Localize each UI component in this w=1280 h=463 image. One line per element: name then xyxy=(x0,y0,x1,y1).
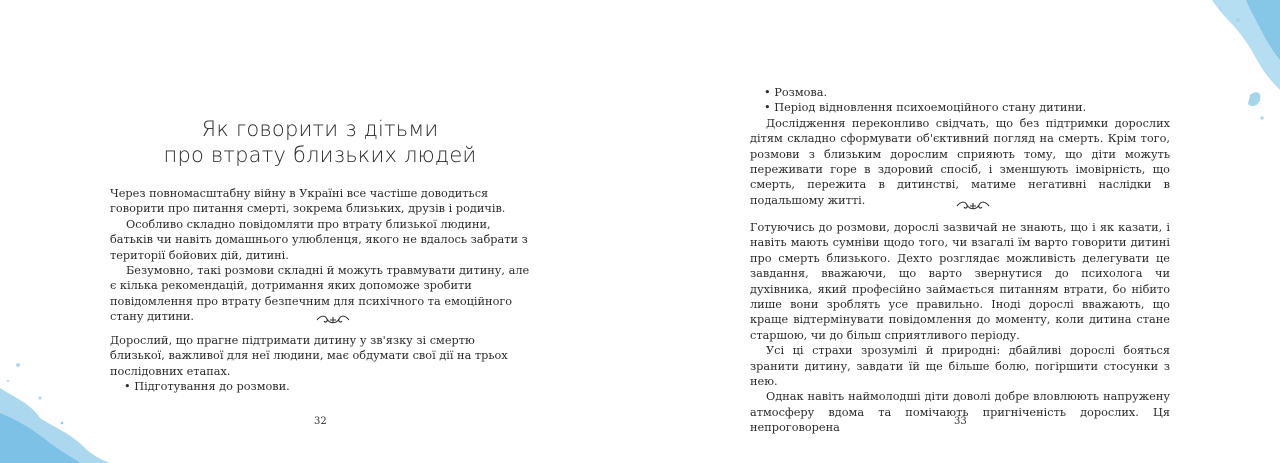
ornament-divider-icon xyxy=(313,313,353,327)
paragraph: Безумовно, такі розмови складні й можуть травмувати дитину, але є кілька рекомендацій, дотримання яких допоможе зробити повідомлення про втрату безпечним для психічного та емоційного стану дитини. xyxy=(110,264,530,324)
ornament-divider-icon xyxy=(953,199,993,213)
title-line-2: про втрату близьких людей xyxy=(163,143,477,167)
paragraph: Усі ці страхи зрозумілі й природні: дбайливі дорослі бояться зранити дитину, завдати їй ще більше болю, погіршити стосунки з нею. xyxy=(750,344,1170,389)
paragraph: Через повномасштабну війну в Україні все частіше доводиться говорити про питання смерті, зокрема близьких, друзів і родичів. xyxy=(110,187,506,216)
paragraph: Особливо складно повідомляти про втрату близької людини, батьків чи навіть домашнього улюбленця, якого не вдалось забрати з території бойових дій, дитині. xyxy=(110,217,528,262)
paragraph: Дослідження переконливо свідчать, що без підтримки дорослих дітям складно сформувати об'єктивний погляд на смерть. Крім того, розмови з близьким дорослим сприяють тому, що діти можуть переживати горе в здоровий спосіб, і зменшують імовірність, що смерть, пережита в дитинстві, матиме негативні наслідки в подальшому житті. xyxy=(750,116,1170,207)
paragraph: Дорослий, що прагне підтримати дитину у зв'язку зі смертю близької, важливої для неї людини, має обдумати свої дії на трьох послідовних етапах. xyxy=(110,334,508,378)
list-item: • Період відновлення психоемоційного стану дитини. xyxy=(764,101,1087,115)
list-item: • Підготування до розмови. xyxy=(124,380,290,394)
paragraph: Готуючись до розмови, дорослі зазвичай не знають, що і як казати, і навіть мають сумніви щодо того, чи взагалі їм варто говорити дитині про смерть близького. Дехто розглядає можливість делегувати це завдання, вважаючи, що варто звернутися до психолога чи духівника, який професійно займається питанням втрати, бо нібито лише вони зроблять усе правильно. Іноді дорослі вважають, що краще відтермінувати повідомлення до моменту, коли дитина стане старшою, чи до більш сприятливого періоду. xyxy=(750,221,1170,342)
paragraph: Однак навіть наймолодші діти доволі добре вловлюють напружену атмосферу вдома та помічають пригніченість дорослих. Ця непроговорена xyxy=(750,390,1170,435)
title-line-1: Як говорити з дітьми xyxy=(201,117,439,141)
stages-continued xyxy=(750,85,1170,208)
watercolor-splash-top-right xyxy=(1190,0,1280,140)
right-page xyxy=(640,0,1280,463)
preparation-paragraphs xyxy=(750,220,1170,436)
intro-paragraphs xyxy=(110,186,532,325)
page-number: 33 xyxy=(954,416,967,427)
list-item: • Розмова. xyxy=(764,86,828,99)
page-number: 32 xyxy=(314,416,327,427)
watercolor-splash-bottom-left xyxy=(0,343,110,463)
chapter-title xyxy=(110,116,530,168)
stages-paragraph xyxy=(110,333,532,395)
